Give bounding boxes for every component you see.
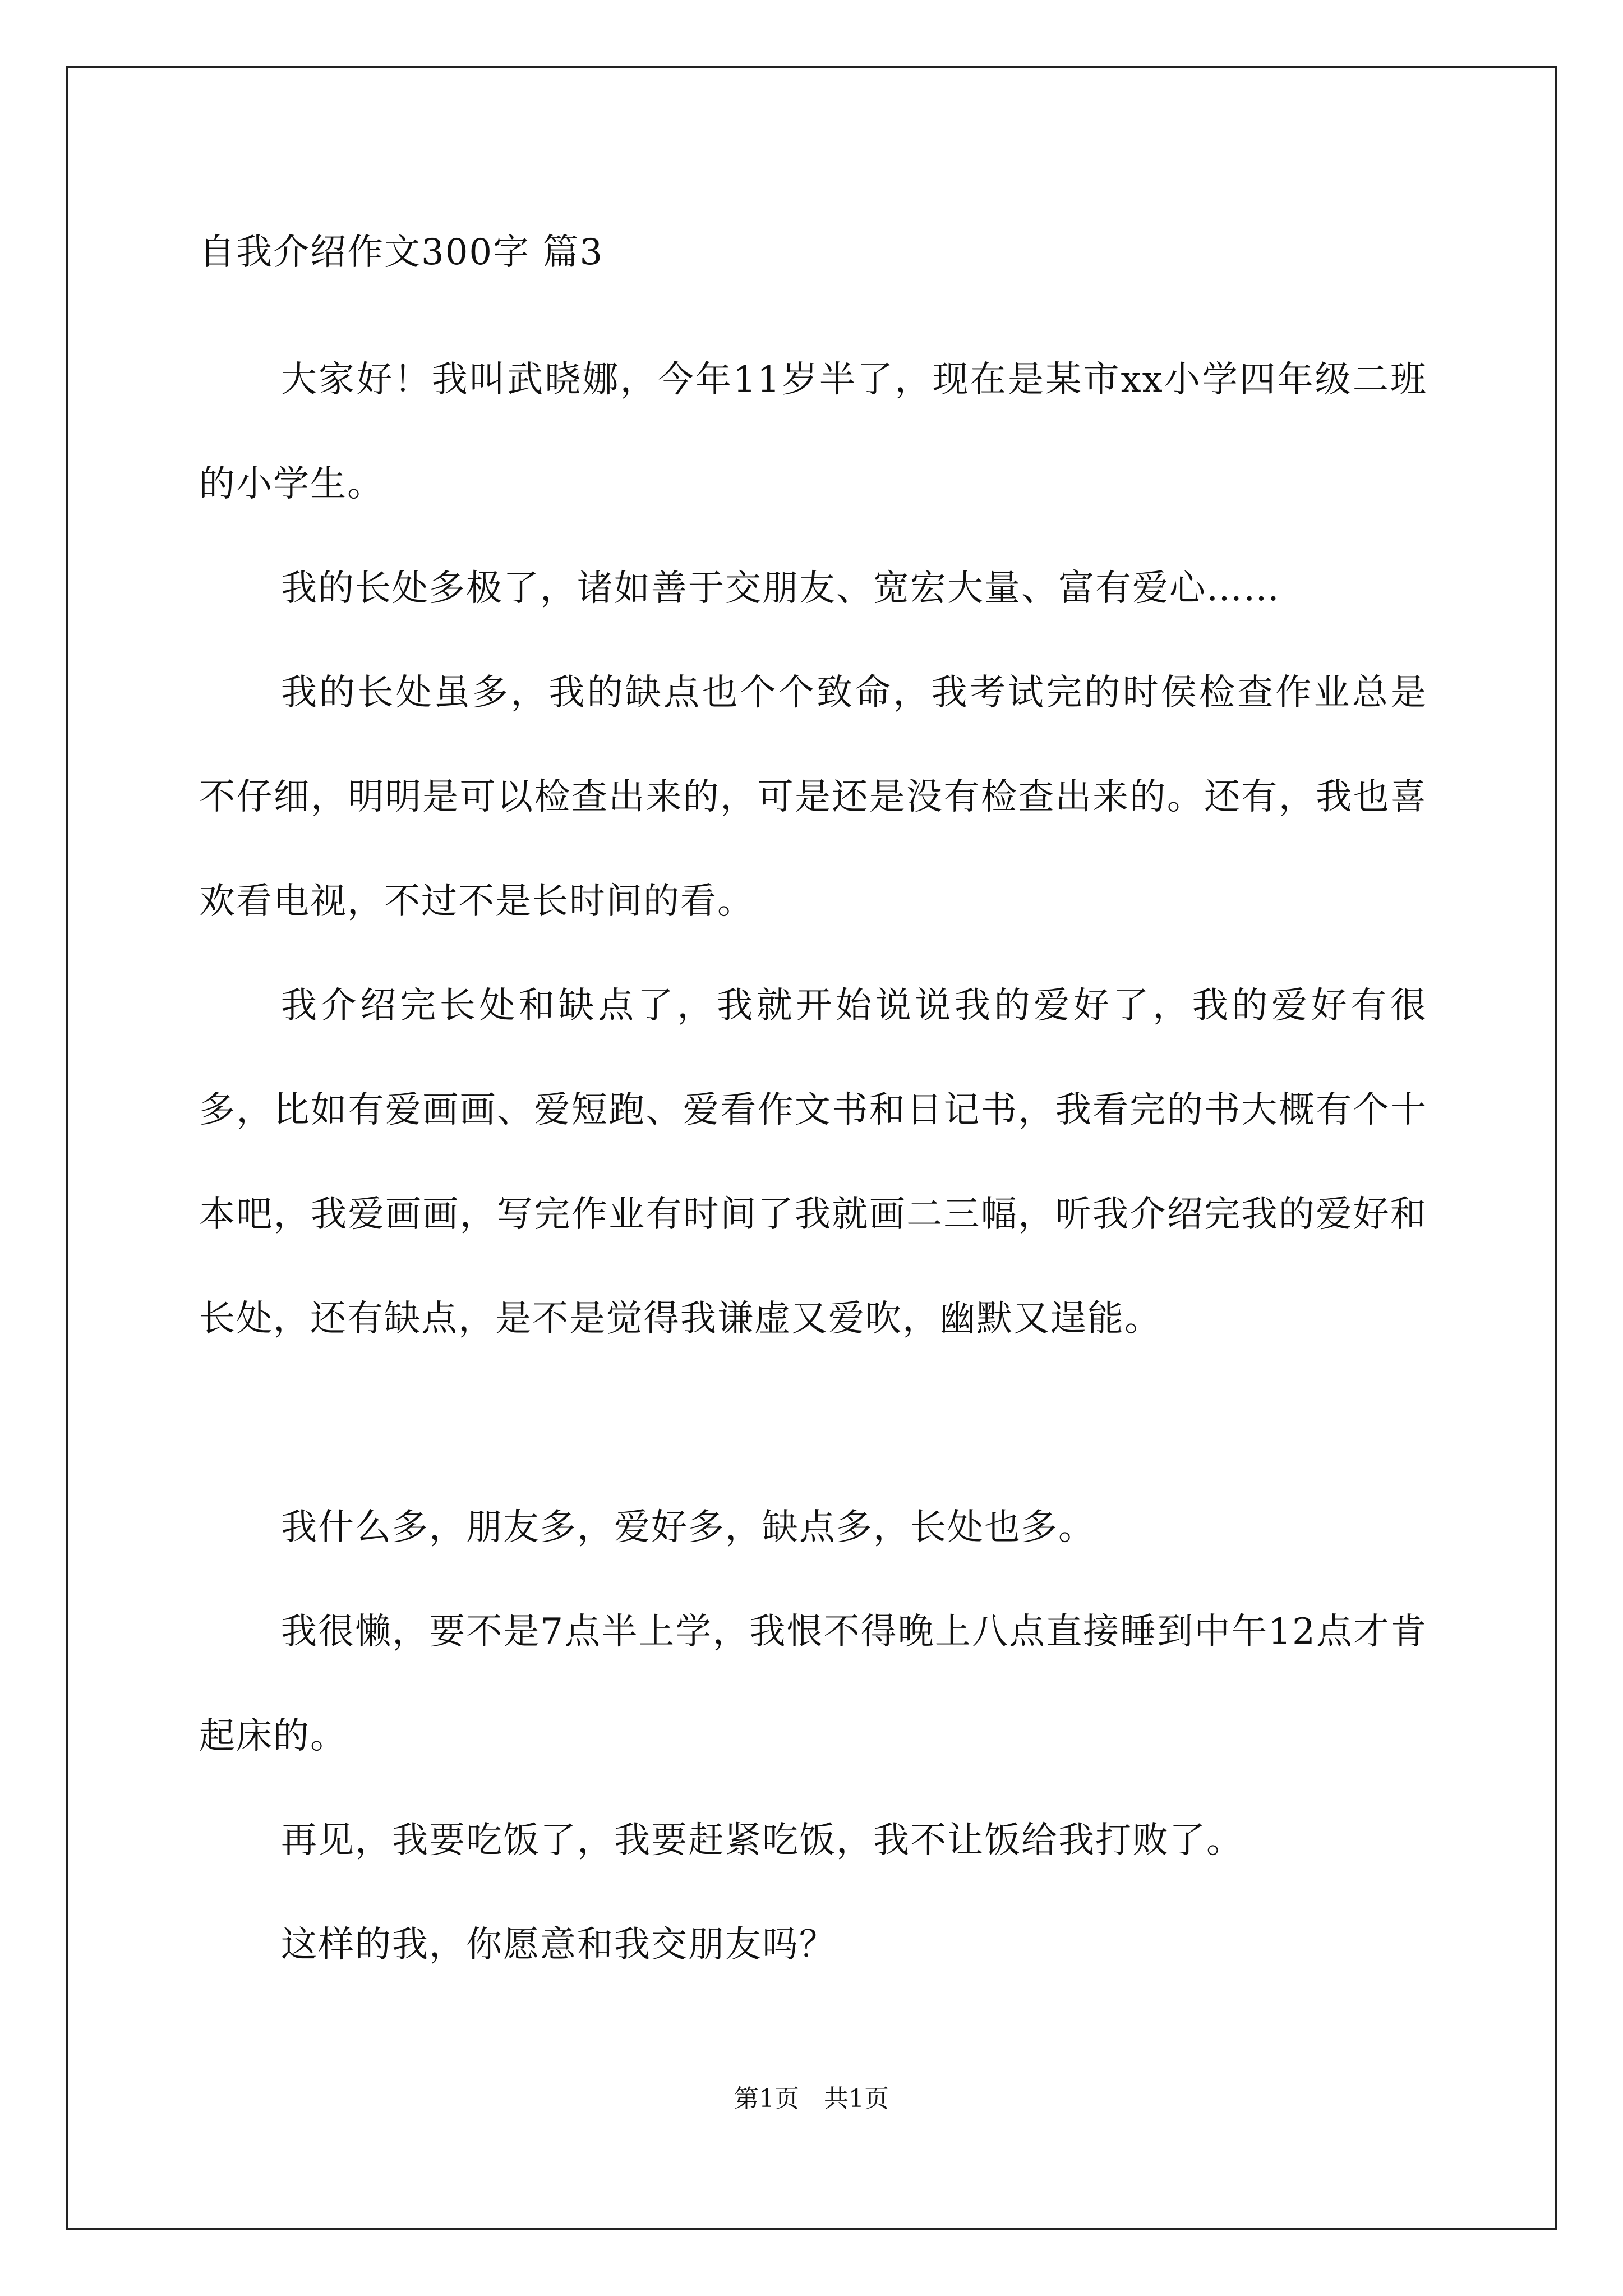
paragraph-8: 这样的我，你愿意和我交朋友吗？ bbox=[281, 1924, 836, 1966]
paragraph-7: 再见，我要吃饭了，我要赶紧吃饭，我不让饭给我打败了。 bbox=[281, 1820, 1243, 1861]
paragraph-2: 我的长处多极了，诸如善于交朋友、宽宏大量、富有爱心…… bbox=[281, 568, 1280, 609]
paragraph-4: 我介绍完长处和缺点了，我就开始说说我的爱好了，我的爱好有很多，比如有爱画画、爱短跑、爱看作文书和日记书，我看完的书大概有个十本吧，我爱画画，写完作业有时间了我就画二三幅，听我介绍完我的爱好和长处，还有缺点，是不是觉得我谦虚又爱吹，幽默又逞能。 bbox=[199, 985, 1427, 1340]
paragraph-5: 我什么多，朋友多，爱好多，缺点多，长处也多。 bbox=[281, 1507, 1095, 1548]
paragraph-6: 我很懒，要不是7点半上学，我恨不得晚上八点直接睡到中午12点才肯起床的。 bbox=[199, 1611, 1427, 1757]
paragraph-3: 我的长处虽多，我的缺点也个个致命，我考试完的时侯检查作业总是不仔细，明明是可以检查出来的，可是还是没有检查出来的。还有，我也喜欢看电视，不过不是长时间的看。 bbox=[199, 672, 1427, 922]
document-title: 自我介绍作文300字 篇3 bbox=[199, 232, 604, 273]
paragraph-1: 大家好！我叫武晓娜，今年11岁半了，现在是某市xx小学四年级二班的小学生。 bbox=[199, 359, 1427, 505]
page-number-footer: 第1页 共1页 bbox=[734, 2085, 889, 2113]
